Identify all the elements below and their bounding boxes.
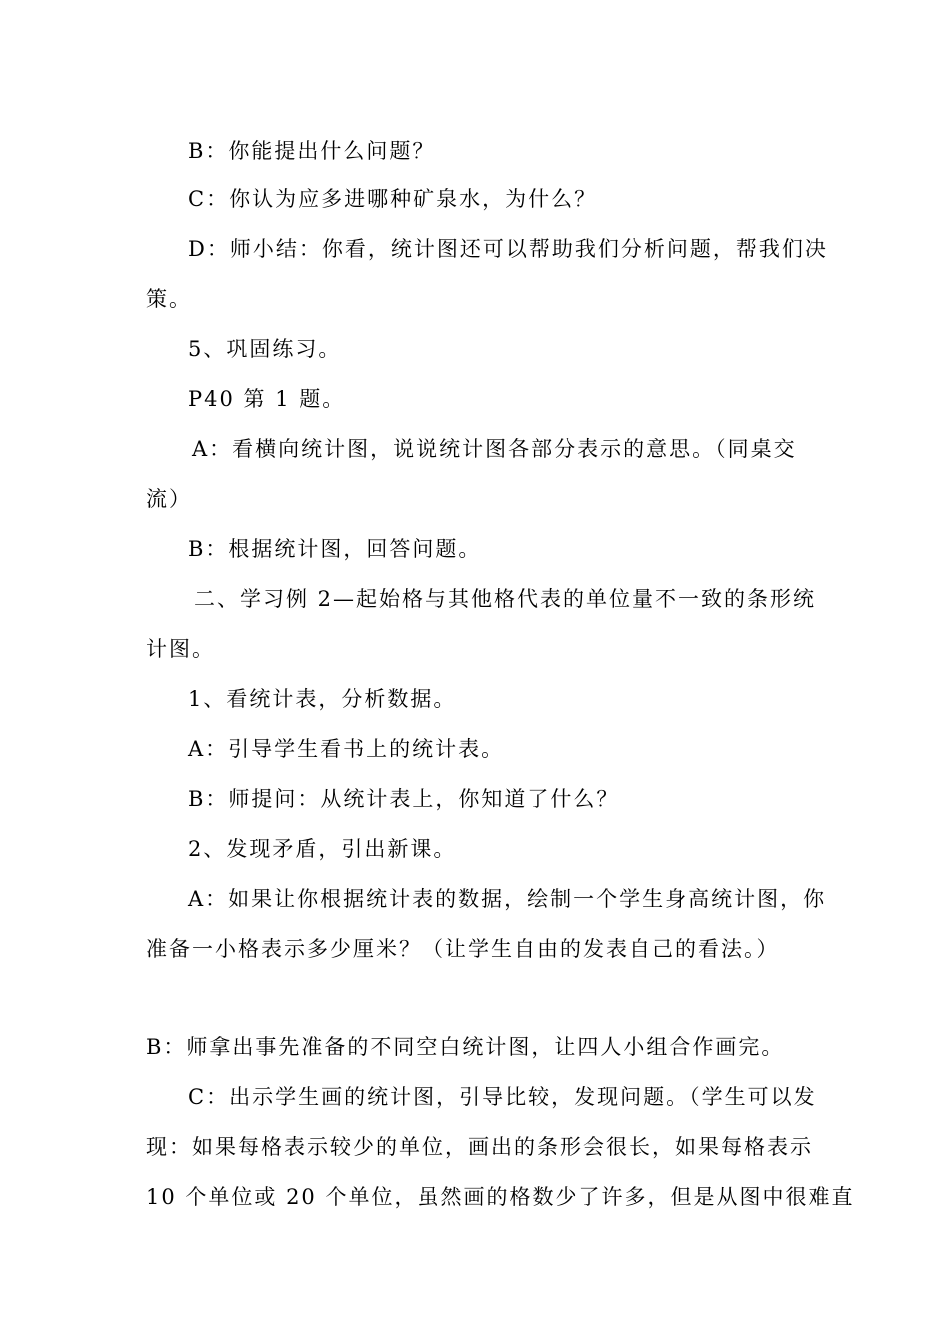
text-line: 准备一小格表示多少厘米？（让学生自由的发表自己的看法。） [146, 937, 780, 961]
text-line: B：根据统计图，回答问题。 [188, 537, 482, 561]
text-line: P40 第 1 题。 [188, 387, 346, 411]
text-line: 流） [146, 487, 192, 511]
section-heading: 1、看统计表，分析数据。 [188, 687, 457, 711]
section-heading: 二、学习例 2—起始格与其他格代表的单位量不一致的条形统 [194, 587, 817, 611]
text-line: 现：如果每格表示较少的单位，画出的条形会很长，如果每格表示 [146, 1135, 813, 1159]
text-line: A：如果让你根据统计表的数据，绘制一个学生身高统计图，你 [188, 887, 827, 911]
section-heading: 5、巩固练习。 [188, 337, 342, 361]
text-line: B：师拿出事先准备的不同空白统计图，让四人小组合作画完。 [146, 1035, 785, 1059]
text-line: 计图。 [146, 637, 215, 661]
text-line: D：师小结：你看，统计图还可以帮助我们分析问题，帮我们决 [188, 237, 828, 261]
text-line: A：引导学生看书上的统计表。 [188, 737, 505, 761]
text-line: 10 个单位或 20 个单位，虽然画的格数少了许多，但是从图中很难直 [146, 1185, 855, 1209]
section-heading: 2、发现矛盾，引出新课。 [188, 837, 457, 861]
text-line: B：你能提出什么问题？ [188, 139, 436, 163]
text-line: B：师提问：从统计表上，你知道了什么？ [188, 787, 620, 811]
text-line: C：你认为应多进哪种矿泉水，为什么？ [188, 187, 598, 211]
text-line: C：出示学生画的统计图，引导比较，发现问题。（学生可以发 [188, 1085, 817, 1109]
text-line: 策。 [146, 287, 192, 311]
text-line: A：看横向统计图，说说统计图各部分表示的意思。（同桌交 [192, 437, 797, 461]
